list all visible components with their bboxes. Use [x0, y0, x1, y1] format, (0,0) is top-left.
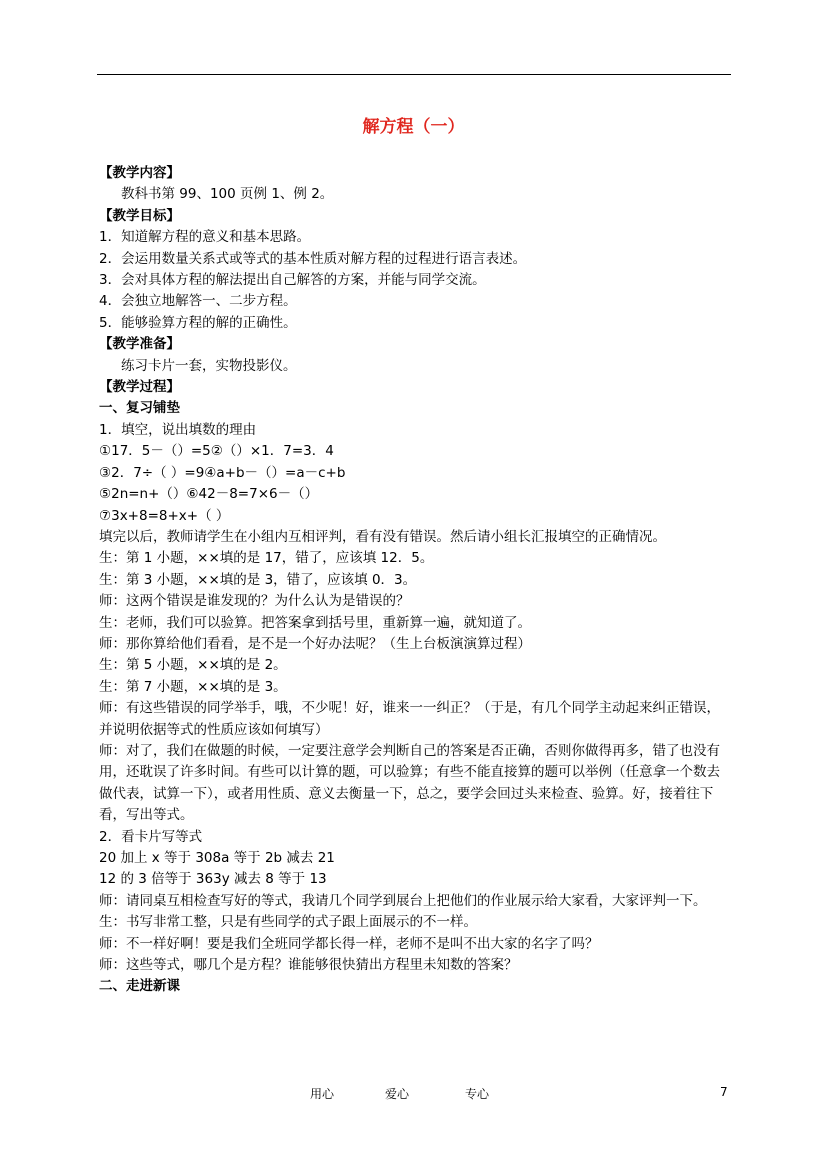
document-body: [99, 163, 731, 998]
text-line: 4．会独立地解答一、二步方程。: [99, 293, 297, 310]
text-line: 教科书第 99、100 页例 1、例 2。: [121, 186, 334, 203]
page-title: 解方程（一）: [362, 117, 465, 137]
section-heading: 【教学目标】: [99, 207, 180, 224]
text-line: 生：第 7 小题，××填的是 3。: [99, 678, 287, 695]
page-number: 7: [720, 1085, 728, 1099]
text-line: 20 加上 x 等于 308a 等于 2b 减去 21: [99, 850, 335, 866]
text-line: 师：这两个错误是谁发现的？为什么认为是错误的？: [99, 593, 410, 610]
text-line: 生：第 1 小题，××填的是 17，错了，应该填 12．5。: [99, 550, 434, 567]
text-line: 3．会对具体方程的解法提出自己解答的方案，并能与同学交流。: [99, 272, 486, 289]
section-heading: 二、走进新课: [99, 978, 180, 995]
text-line: 生：第 3 小题，××填的是 3，错了，应该填 0．3。: [99, 571, 417, 588]
footer-word-2: 爱心: [385, 1087, 410, 1101]
text-line: 师：有这些错误的同学举手，哦，不少呢！好，谁来一一纠正？（于是，有几个同学主动起来纠正错误，并说明依据等式的性质应该如何填写）: [99, 700, 720, 738]
text-line: 12 的 3 倍等于 363y 减去 8 等于 13: [99, 871, 327, 888]
text-line: 1．知道解方程的意义和基本思路。: [99, 229, 311, 246]
section-heading: 【教学内容】: [99, 165, 180, 181]
text-line: ⑤2n=n+（）⑥42－8=7×6－（）: [99, 486, 319, 503]
footer-word-3: 专心: [465, 1087, 490, 1101]
text-line: 生：第 5 小题，××填的是 2。: [99, 657, 287, 674]
text-line: 练习卡片一套，实物投影仪。: [121, 357, 297, 374]
text-line: 5．能够验算方程的解的正确性。: [99, 314, 297, 331]
text-line: 师：那你算给他们看看，是不是一个好办法呢？（生上台板演演算过程）: [99, 635, 531, 652]
footer-word-1: 用心: [310, 1087, 335, 1101]
text-line: 填完以后，教师请学生在小组内互相评判，看有没有错误。然后请小组长汇报填空的正确情况。: [99, 528, 666, 545]
text-line: 师：不一样好啊！要是我们全班同学都长得一样，老师不是叫不出大家的名字了吗？: [99, 935, 599, 952]
text-line: 生：书写非常工整，只是有些同学的式子跟上面展示的不一样。: [99, 914, 477, 931]
text-line: ③2．7÷（ ）=9④a+b－（）=a－c+b: [99, 464, 346, 481]
text-line: 1．填空，说出填数的理由: [99, 421, 257, 438]
text-line: ①17．5－（）=5②（）×1．7=3．4: [99, 443, 334, 460]
section-heading: 【教学过程】: [99, 379, 180, 396]
text-line: 2．会运用数量关系式或等式的基本性质对解方程的过程进行语言表述。: [99, 250, 527, 267]
section-heading: 【教学准备】: [99, 336, 180, 353]
text-line: 2．看卡片写等式: [99, 828, 203, 845]
section-heading: 一、复习铺垫: [99, 400, 180, 417]
text-line: 师：对了，我们在做题的时候，一定要注意学会判断自己的答案是否正确，否则你做得再多，错了也没有用，还耽误了许多时间。有些可以计算的题，可以验算；有些不能直接算的题可以举例（任意拿一个数去做代表，试算一下），或者用性质、意义去衡量一下，总之，要学会回过头来检查、验算。好，接着往下看，写出等式。: [99, 742, 720, 824]
text-line: 师：这些等式，哪几个是方程？谁能够很快猜出方程里未知数的答案？: [99, 957, 518, 974]
page-footer: [0, 1085, 827, 1103]
text-line: 生：老师，我们可以验算。把答案拿到括号里，重新算一遍，就知道了。: [99, 614, 531, 631]
text-line: 师：请同桌互相检查写好的等式，我请几个同学到展台上把他们的作业展示给大家看，大家评判一下。: [99, 892, 707, 909]
text-line: ⑦3x+8=8+x+（ ）: [99, 507, 230, 524]
header-rule: [97, 74, 731, 75]
